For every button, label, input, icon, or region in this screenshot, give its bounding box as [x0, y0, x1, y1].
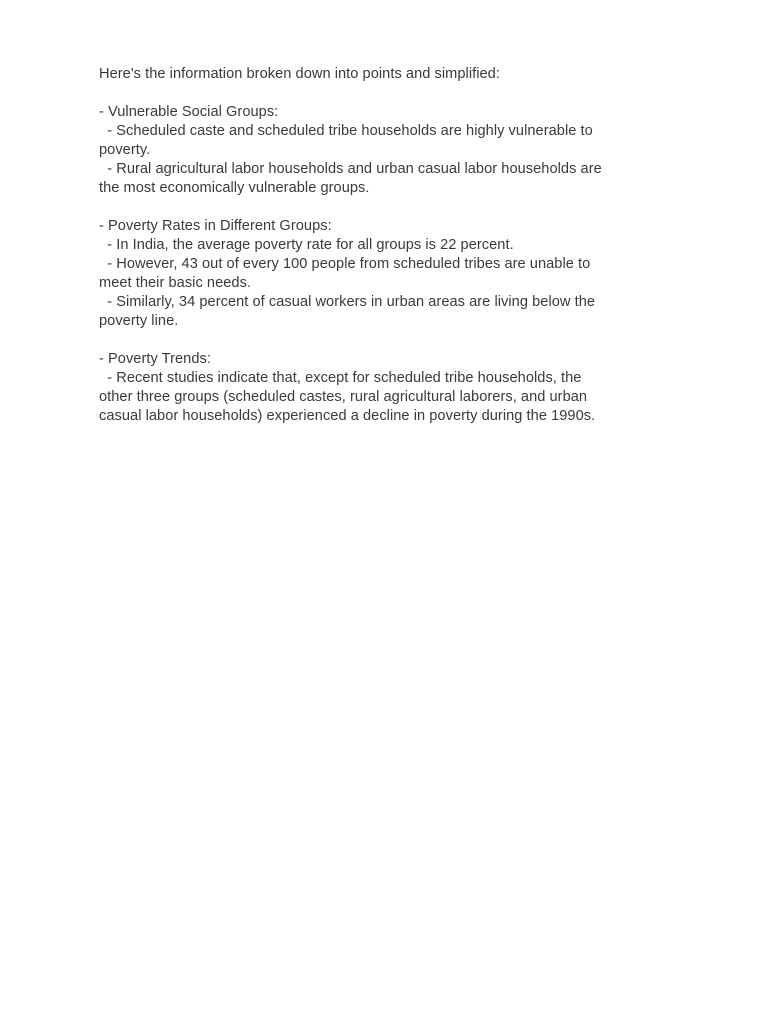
document-body [99, 65, 659, 426]
spacer [99, 198, 659, 217]
spacer [99, 331, 659, 350]
section-line: - Scheduled caste and scheduled tribe households are highly vulnerable to [99, 123, 593, 139]
section-poverty-trends [99, 350, 659, 426]
spacer [99, 84, 659, 103]
section-line: meet their basic needs. [99, 275, 252, 291]
section-line: - In India, the average poverty rate for all groups is 22 percent. [99, 237, 514, 253]
section-vulnerable-groups [99, 103, 659, 198]
section-heading: - Poverty Trends: [99, 351, 211, 367]
section-line: - Recent studies indicate that, except for scheduled tribe households, the [99, 370, 582, 386]
section-heading: - Poverty Rates in Different Groups: [99, 218, 332, 234]
intro-text: Here's the information broken down into points and simplified: [99, 66, 500, 82]
section-line: the most economically vulnerable groups. [99, 180, 370, 196]
section-heading: - Vulnerable Social Groups: [99, 104, 279, 120]
section-line: - However, 43 out of every 100 people from scheduled tribes are unable to [99, 256, 591, 272]
section-line: poverty. [99, 142, 151, 158]
section-line: - Similarly, 34 percent of casual workers in urban areas are living below the [99, 294, 596, 310]
section-line: other three groups (scheduled castes, rural agricultural laborers, and urban [99, 389, 588, 405]
section-poverty-rates [99, 217, 659, 331]
section-line: casual labor households) experienced a decline in poverty during the 1990s. [99, 408, 596, 424]
section-line: - Rural agricultural labor households and urban casual labor households are [99, 161, 602, 177]
section-line: poverty line. [99, 313, 179, 329]
